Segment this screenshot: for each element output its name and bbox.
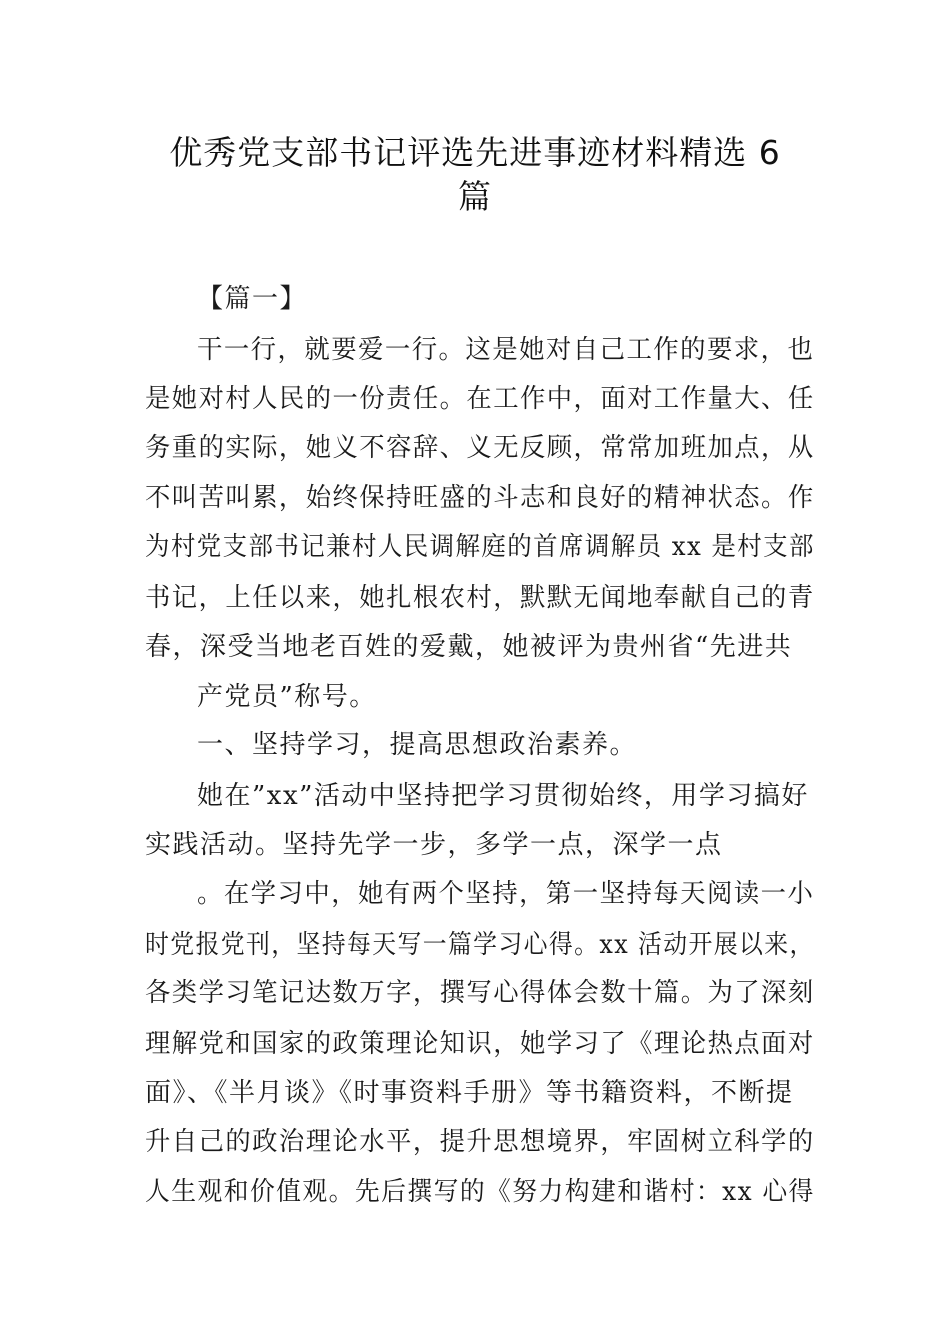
paragraph-line: 务重的实际，她义不容辞、义无反顾，常常加班加点，从 [145,433,815,463]
paragraph-line: 人生观和价值观。先后撰写的《努力构建和谐村：xx 心得 [145,1177,815,1207]
section-heading: 【篇一】 [197,284,308,314]
paragraph-line: 为村党支部书记兼村人民调解庭的首席调解员 xx 是村支部 [145,532,815,562]
subheading: 一、坚持学习，提高思想政治素养。 [197,730,638,760]
paragraph-line: 她在”xx”活动中坚持把学习贯彻始终，用学习搞好 [197,781,809,811]
paragraph-line: 不叫苦叫累，始终保持旺盛的斗志和良好的精神状态。作 [145,483,815,513]
paragraph-line: 升自己的政治理论水平，提升思想境界，牢固树立科学的 [145,1127,815,1157]
paragraph-line: 各类学习笔记达数万字，撰写心得体会数十篇。为了深刻 [145,978,815,1008]
document-title-line-2: 篇 [458,177,492,216]
paragraph-line: 时党报党刊，坚持每天写一篇学习心得。xx 活动开展以来， [145,930,815,960]
paragraph-line: 实践活动。坚持先学一步，多学一点，深学一点 [145,830,723,860]
document-title-line-1: 优秀党支部书记评选先进事迹材料精选 6 [169,133,781,172]
paragraph-line: 面》、《半月谈》《时事资料手册》等书籍资料，不断提 [145,1078,794,1108]
paragraph-line: 干一行，就要爱一行。这是她对自己工作的要求，也 [197,335,815,365]
paragraph-line: 理解党和国家的政策理论知识，她学习了《理论热点面对 [145,1029,815,1059]
paragraph-line: 书记，上任以来，她扎根农村，默默无闻地奉献自己的青 [145,583,815,613]
paragraph-line: 是她对村人民的一份责任。在工作中，面对工作量大、任 [145,384,815,414]
paragraph-line: 春，深受当地老百姓的爱戴，她被评为贵州省“先进共 [145,632,793,662]
document-title [100,131,850,219]
paragraph-line: 。在学习中，她有两个坚持，第一坚持每天阅读一小 [197,879,815,909]
paragraph-line: 产党员”称号。 [197,682,377,712]
